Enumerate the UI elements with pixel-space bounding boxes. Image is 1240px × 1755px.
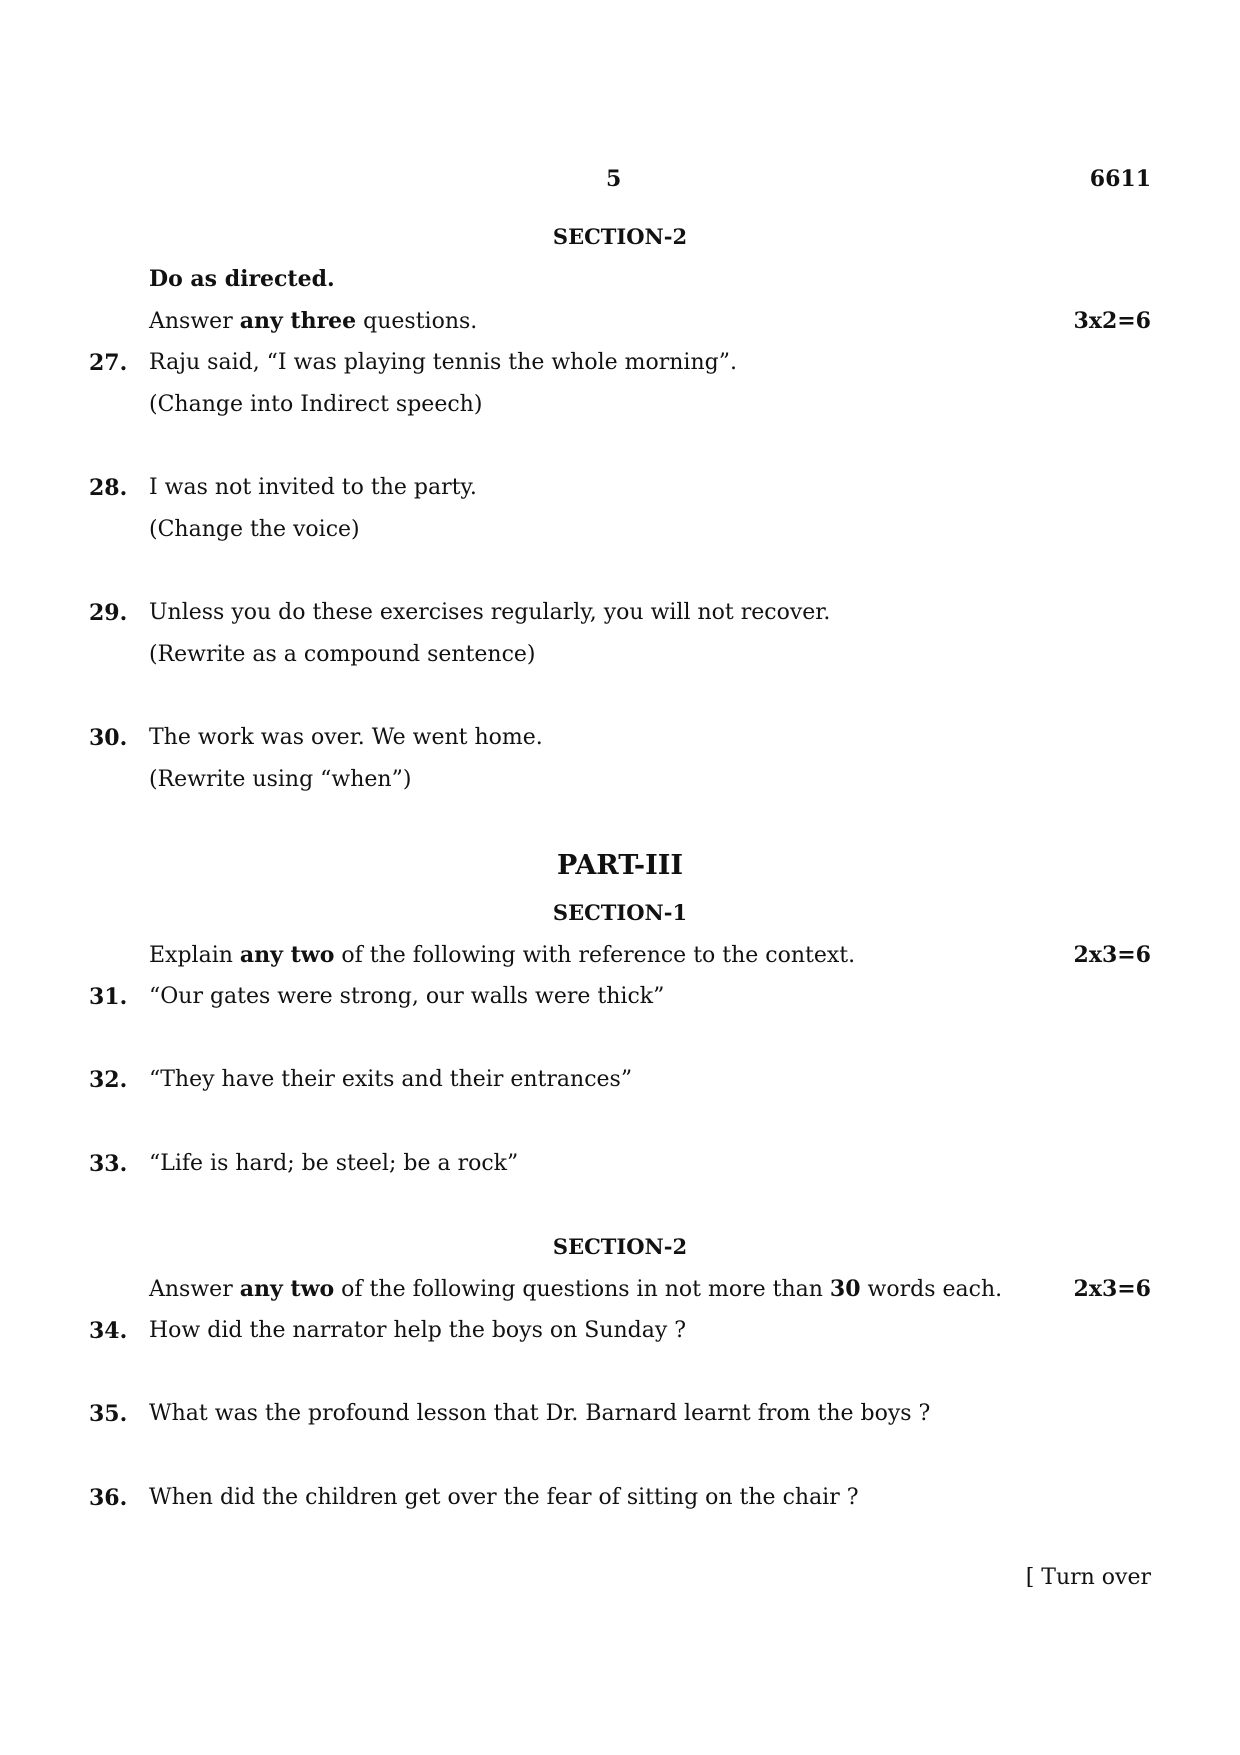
section-2-heading: SECTION-2 xyxy=(552,224,688,249)
question-27-task: (Change into Indirect speech) xyxy=(149,392,483,417)
question-number-30: 30. xyxy=(89,725,128,751)
page-number: 5 xyxy=(606,166,622,192)
section-2-instruction xyxy=(149,310,477,333)
paper-code: 6611 xyxy=(1089,166,1151,192)
part-3-section-1-heading: SECTION-1 xyxy=(552,900,688,925)
question-28-text: I was not invited to the party. xyxy=(149,475,477,500)
question-number-28: 28. xyxy=(89,475,128,501)
direction-text: Do as directed. xyxy=(149,266,335,292)
part-3-heading: PART-III xyxy=(557,850,683,881)
question-30-text: The work was over. We went home. xyxy=(149,725,543,750)
part-3-section-1-marks: 2x3=6 xyxy=(1073,942,1151,968)
turn-over-note: [ Turn over xyxy=(1025,1565,1151,1590)
question-29-text: Unless you do these exercises regularly, you will not recover. xyxy=(149,600,831,625)
question-33-text: “Life is hard; be steel; be a rock” xyxy=(149,1151,519,1176)
instruction-bold: any two xyxy=(239,942,335,968)
part-3-section-2-marks: 2x3=6 xyxy=(1073,1276,1151,1302)
question-31-text: “Our gates were strong, our walls were thick” xyxy=(149,984,665,1009)
instruction-post: questions. xyxy=(356,309,478,334)
instruction-pre: Explain xyxy=(149,943,240,968)
question-34-text: How did the narrator help the boys on Sunday ? xyxy=(149,1318,687,1343)
question-29-task: (Rewrite as a compound sentence) xyxy=(149,642,536,667)
instruction-bold-2: 30 xyxy=(829,1276,861,1302)
question-28-task: (Change the voice) xyxy=(149,517,360,542)
question-number-33: 33. xyxy=(89,1151,128,1177)
question-number-32: 32. xyxy=(89,1067,128,1093)
part-3-section-2-heading: SECTION-2 xyxy=(552,1234,688,1259)
instruction-post: of the following with reference to the context. xyxy=(334,943,856,968)
question-number-34: 34. xyxy=(89,1318,128,1344)
section-2-marks: 3x2=6 xyxy=(1073,308,1151,334)
part-3-section-1-instruction xyxy=(149,944,855,967)
question-number-36: 36. xyxy=(89,1485,128,1511)
instruction-mid: of the following questions in not more than xyxy=(334,1277,830,1302)
question-number-31: 31. xyxy=(89,984,128,1010)
part-3-section-2-instruction xyxy=(149,1278,1002,1301)
question-number-27: 27. xyxy=(89,350,128,376)
question-32-text: “They have their exits and their entrances” xyxy=(149,1067,633,1092)
question-30-task: (Rewrite using “when”) xyxy=(149,767,412,792)
instruction-bold: any two xyxy=(239,1276,335,1302)
instruction-pre: Answer xyxy=(149,1277,240,1302)
question-35-text: What was the profound lesson that Dr. Barnard learnt from the boys ? xyxy=(149,1401,931,1426)
question-number-29: 29. xyxy=(89,600,128,626)
instruction-bold: any three xyxy=(239,308,357,334)
question-36-text: When did the children get over the fear of sitting on the chair ? xyxy=(149,1485,859,1510)
instruction-pre: Answer xyxy=(149,309,240,334)
instruction-post: words each. xyxy=(860,1277,1003,1302)
question-number-35: 35. xyxy=(89,1401,128,1427)
question-27-text: Raju said, “I was playing tennis the whole morning”. xyxy=(149,350,737,375)
